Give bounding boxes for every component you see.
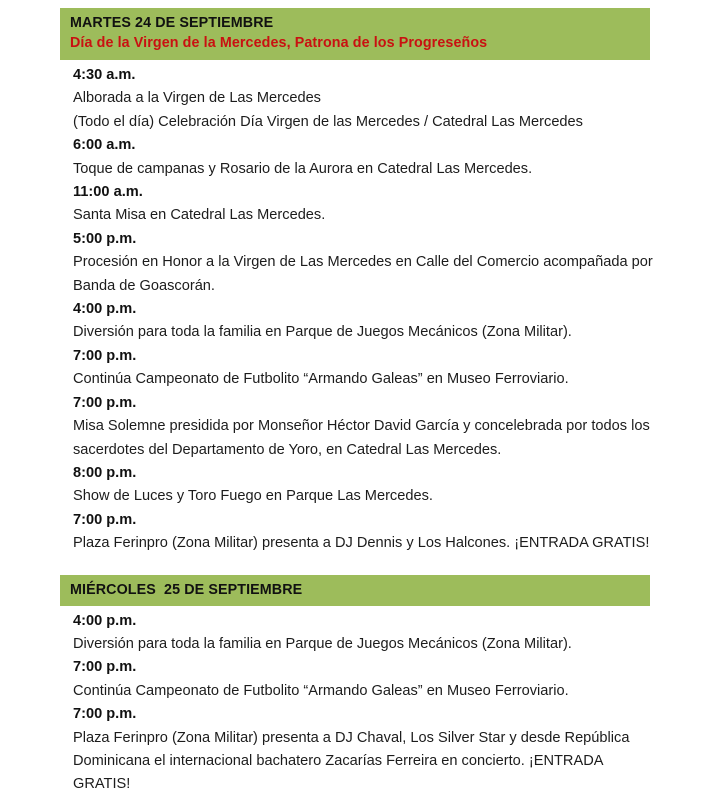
event-time: 6:00 a.m. (73, 137, 136, 154)
event-item (60, 345, 656, 392)
event-item (60, 610, 656, 657)
day-block (60, 575, 656, 797)
event-list (60, 60, 656, 556)
event-time: 4:00 p.m. (73, 301, 137, 318)
event-time: 11:00 a.m. (73, 184, 143, 201)
event-item (60, 703, 656, 797)
event-item (60, 462, 656, 509)
event-item (60, 181, 656, 228)
event-description: Diversión para toda la familia en Parque de Juegos Mecánicos (Zona Militar). (73, 635, 572, 652)
day-subtitle: Día de la Virgen de la Mercedes, Patrona de los Progreseños (70, 35, 488, 51)
event-time: 5:00 p.m. (73, 230, 137, 247)
event-list (60, 606, 656, 797)
event-description: Alborada a la Virgen de Las Mercedes (73, 90, 321, 107)
event-description: Show de Luces y Toro Fuego en Parque Las Mercedes. (73, 488, 433, 505)
day-title: MARTES 24 DE SEPTIEMBRE (70, 15, 274, 31)
event-description: (Todo el día) Celebración Día Virgen de las Mercedes / Catedral Las Mercedes (73, 113, 583, 130)
event-item (60, 64, 656, 134)
event-item (60, 509, 656, 556)
day-header-band (60, 8, 650, 60)
event-item (60, 134, 656, 181)
event-time: 7:00 p.m. (73, 706, 137, 723)
event-description: Plaza Ferinpro (Zona Militar) presenta a DJ Dennis y Los Halcones. ¡ENTRADA GRATIS! (73, 535, 650, 552)
event-schedule (60, 8, 656, 797)
day-title: MIÉRCOLES 25 DE SEPTIEMBRE (70, 581, 303, 598)
event-item (60, 392, 656, 462)
event-time: 7:00 p.m. (73, 511, 137, 528)
event-description: Toque de campanas y Rosario de la Aurora en Catedral Las Mercedes. (73, 160, 533, 177)
event-time: 4:30 a.m. (73, 67, 136, 83)
day-block (60, 8, 656, 556)
event-time: 7:00 p.m. (73, 347, 137, 364)
event-description: Santa Misa en Catedral Las Mercedes. (73, 207, 326, 224)
event-description: Diversión para toda la familia en Parque de Juegos Mecánicos (Zona Militar). (73, 324, 572, 341)
event-item (60, 298, 656, 345)
event-description: Continúa Campeonato de Futbolito “Armando Galeas” en Museo Ferroviario. (73, 371, 569, 388)
event-item (60, 228, 656, 298)
event-description: Continúa Campeonato de Futbolito “Armando Galeas” en Museo Ferroviario. (73, 682, 569, 699)
event-time: 7:00 p.m. (73, 659, 137, 676)
event-item (60, 656, 656, 703)
event-time: 8:00 p.m. (73, 464, 137, 481)
event-time: 4:00 p.m. (73, 612, 137, 629)
event-description: Plaza Ferinpro (Zona Militar) presenta a DJ Chaval, Los Silver Star y desde República Dominicana el internacional bachatero Zacarías Ferreira en concierto. ¡ENTRADA GRATIS! (73, 729, 630, 793)
event-time: 7:00 p.m. (73, 394, 137, 411)
day-header-band (60, 575, 650, 606)
event-description: Procesión en Honor a la Virgen de Las Mercedes en Calle del Comercio acompañada por Banda de Goascorán. (73, 254, 653, 294)
event-description: Misa Solemne presidida por Monseñor Héctor David García y concelebrada por todos los sacerdotes del Departamento de Yoro, en Catedral Las Mercedes. (73, 418, 650, 458)
